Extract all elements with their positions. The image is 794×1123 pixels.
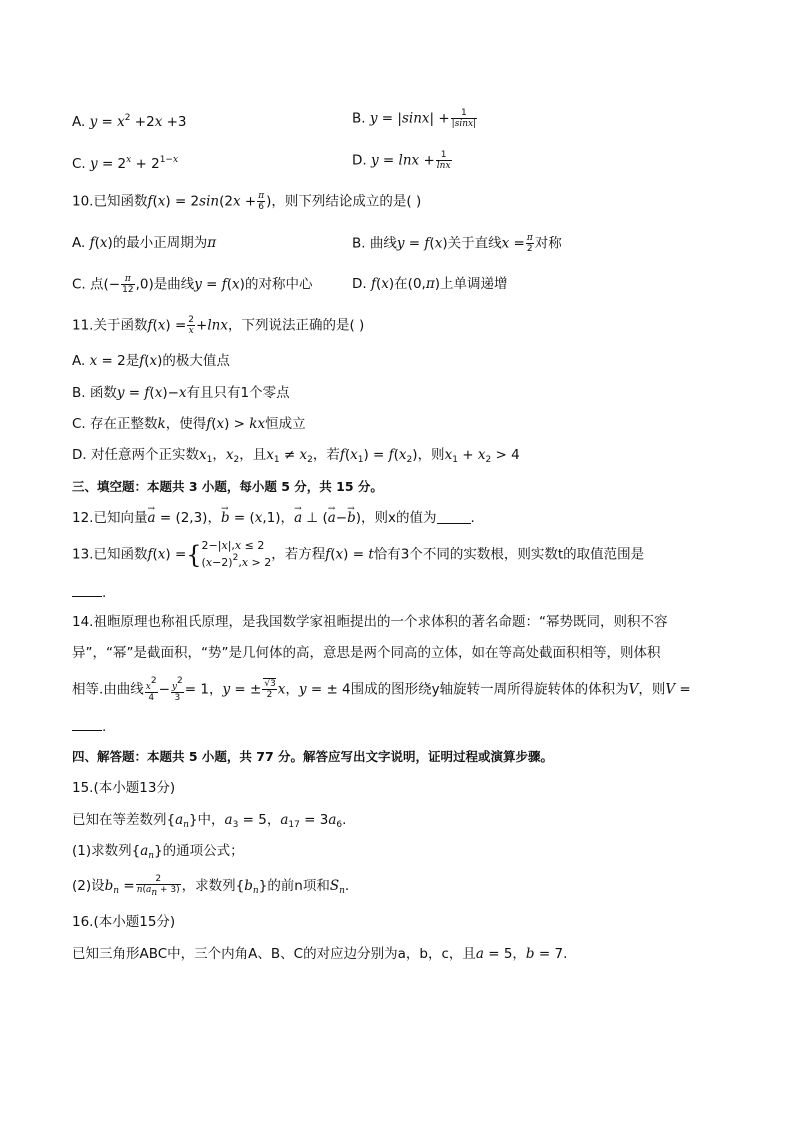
stem-text: ，则x的值为 — [361, 510, 437, 526]
option-text: ，且 — [239, 447, 267, 463]
stem-text: 13.已知函数 — [72, 546, 148, 563]
q14-line-2: 异”，“幂”是截面积，“势”是几何体的高，意思是两个同高的立体，如在等高处截面积相等，则体积 — [72, 645, 661, 661]
q11-stem: 11.关于函数f(x) = $\frac{2}{x}$ +lnx，下列说法正确的是( ) — [72, 315, 365, 336]
option-text: 的对称中心 — [244, 276, 313, 293]
section-heading: 三、填空题：本题共 3 小题，每小题 5 分，共 15 分。 — [72, 479, 383, 494]
option-label: B. 函数 — [72, 385, 117, 401]
q9-option-a: A. $y = x^2 +2x +3$ — [72, 113, 187, 130]
answer-blank[interactable] — [72, 716, 102, 731]
option-label: C. 点 — [72, 276, 104, 293]
stem-text: ，则下列结论成立的是( ) — [271, 193, 422, 210]
option-label: D. — [352, 276, 367, 292]
stem-text: . — [102, 585, 107, 601]
option-label: D. — [352, 152, 367, 169]
q14-answer-line — [72, 716, 106, 737]
q10-option-d: D. f(x)在(0,π)上单调递增 — [352, 276, 508, 292]
option-label: D. 对任意两个正实数 — [72, 447, 199, 463]
q15-heading: 15.(本小题13分) — [72, 780, 176, 796]
q11-option-c: C. 存在正整数k，使得f(x) > kx恒成立 — [72, 416, 306, 432]
q16-heading: 16.(本小题15分) — [72, 914, 176, 930]
stem-text: 的通项公式； — [162, 843, 244, 859]
option-text: 对称 — [534, 235, 562, 252]
option-label: A. — [72, 114, 86, 130]
stem-text: ，若方程 — [271, 546, 326, 563]
stem-text: ，则 — [638, 681, 666, 698]
option-text: 的极大值点 — [162, 353, 230, 369]
option-text: 在 — [394, 276, 408, 292]
q10-option-b: B. 曲线y = f(x)关于直线x = $\frac{\pi}{2}$ 对称 — [352, 233, 562, 254]
stem-text: 恰有3个不同的实数根，则实数t的取值范围是 — [373, 546, 645, 563]
option-text: ，若 — [312, 447, 340, 463]
q13-answer-line — [72, 582, 106, 603]
stem-text: 11.关于函数 — [72, 317, 148, 334]
stem-text: (2)设 — [72, 878, 105, 894]
q11-option-a: A. x = 2是f(x)的极大值点 — [72, 353, 230, 369]
option-label: B. — [352, 110, 366, 127]
option-label: A. — [72, 235, 86, 251]
stem-text: 的前n项和 — [267, 878, 330, 894]
stem-text: (1)求数列 — [72, 843, 132, 859]
q10-option-a: A. f(x)的最小正周期为π — [72, 235, 217, 251]
q12-stem: 12.已知向量→ a = (2,3)，→ b = (x,1)，→ a ⊥ (→ a−→ b)，则x的值为 . — [72, 508, 475, 528]
q9-option-b: B. y = |sinx| + $\frac{1}{|\sin x|}$ — [352, 108, 477, 129]
option-text: 有且只有1个零点 — [186, 385, 290, 401]
q11-option-d: D. 对任意两个正实数$x_1$，$x_2$，且$x_1 \ne x_2$，若$f(x_1) = f(x_2)$，则$x_1 + x_2 > 4$ — [72, 447, 520, 465]
q10-option-c: C. 点(− $\frac{\pi}{12}$ ,0)是曲线y = f(x)的对称中心 — [72, 274, 313, 295]
q10-stem: 10.已知函数f(x) = 2sin(2x + $\frac{\pi}{6}$ )，则下列结论成立的是( ) — [72, 191, 422, 212]
answer-blank[interactable] — [72, 582, 102, 597]
q14-line-1: 14.祖暅原理也称祖氏原理，是我国数学家祖暅提出的一个求体积的著名命题：“幂势既同，则积不容 — [72, 614, 668, 630]
option-text: ，使得 — [165, 416, 207, 432]
stem-text: 围成的图形绕y轴旋转一周所得旋转体的体积为 — [350, 681, 629, 698]
q9-option-d: D. y = lnx + $\frac{1}{\ln x}$ — [352, 150, 451, 171]
stem-text: 已知在等差数列 — [72, 812, 167, 828]
stem-text: ，求数列 — [181, 878, 236, 894]
stem-text: . — [470, 510, 475, 526]
stem-text: 10.已知函数 — [72, 193, 148, 210]
q11-option-b: B. 函数y = f(x)−x有且只有1个零点 — [72, 385, 290, 401]
q15-part-1: (1)求数列$\{a_n\}$的通项公式； — [72, 843, 244, 861]
stem-text: 相等.由曲线 — [72, 681, 144, 698]
option-text: 是 — [125, 353, 140, 369]
q13-stem: 13.已知函数f(x) ={ 2−|x|,x ≤ 2 $(x-2)^2,x > 2$ ，若方程f(x) = t恰有3个不同的实数根，则实数t的取值范围是 — [72, 539, 645, 569]
q14-line-3: 相等.由曲线 $\frac{x^2}{4}$ − $\frac{y^2}{3}$ = 1，y = ± $\frac{√3}{2}$ x，y = ± 4围成的图形绕y轴旋转一周所得旋转体的体积为V，则V = — [72, 676, 691, 703]
stem-text: 12.已知向量 — [72, 510, 148, 526]
stem-text: . — [563, 946, 568, 962]
option-text: 是曲线 — [153, 276, 195, 293]
q15-stem: 已知在等差数列$\{a_n\}$中，$a_3 = 5$，$a_{17} = 3a_6$. — [72, 812, 347, 830]
option-label: A. — [72, 353, 86, 369]
q15-part-2: (2)设$b_n$ = $\frac{2}{n(a_n + 3)}$ ，求数列$\{b_n\}$的前n项和$S_n$. — [72, 874, 350, 898]
option-label: C. 存在正整数 — [72, 416, 158, 432]
stem-text: 已知三角形ABC中，三个内角A、B、C的对应边分别为a，b，c，且 — [72, 946, 476, 962]
stem-text: . — [102, 719, 107, 735]
section-heading: 四、解答题：本题共 5 小题，共 77 分。解答应写出文字说明，证明过程或演算步骤。 — [72, 749, 554, 764]
stem-text: 中， — [197, 812, 225, 828]
q16-stem: 已知三角形ABC中，三个内角A、B、C的对应边分别为a，b，c，且a = 5，b = 7. — [72, 946, 568, 962]
option-text: 关于直线 — [447, 235, 502, 252]
option-text: 的最小正周期为 — [112, 235, 208, 251]
option-text: ，则 — [417, 447, 445, 463]
answer-blank[interactable] — [437, 509, 471, 524]
option-label: C. — [72, 156, 86, 172]
stem-text: ，下列说法正确的是( ) — [227, 317, 365, 334]
option-label: B. 曲线 — [352, 235, 397, 252]
option-text: 恒成立 — [265, 416, 306, 432]
option-text: 上单调递增 — [439, 276, 508, 292]
q9-option-c: C. $y = 2^x + 2^{1-x}$ — [72, 155, 179, 172]
